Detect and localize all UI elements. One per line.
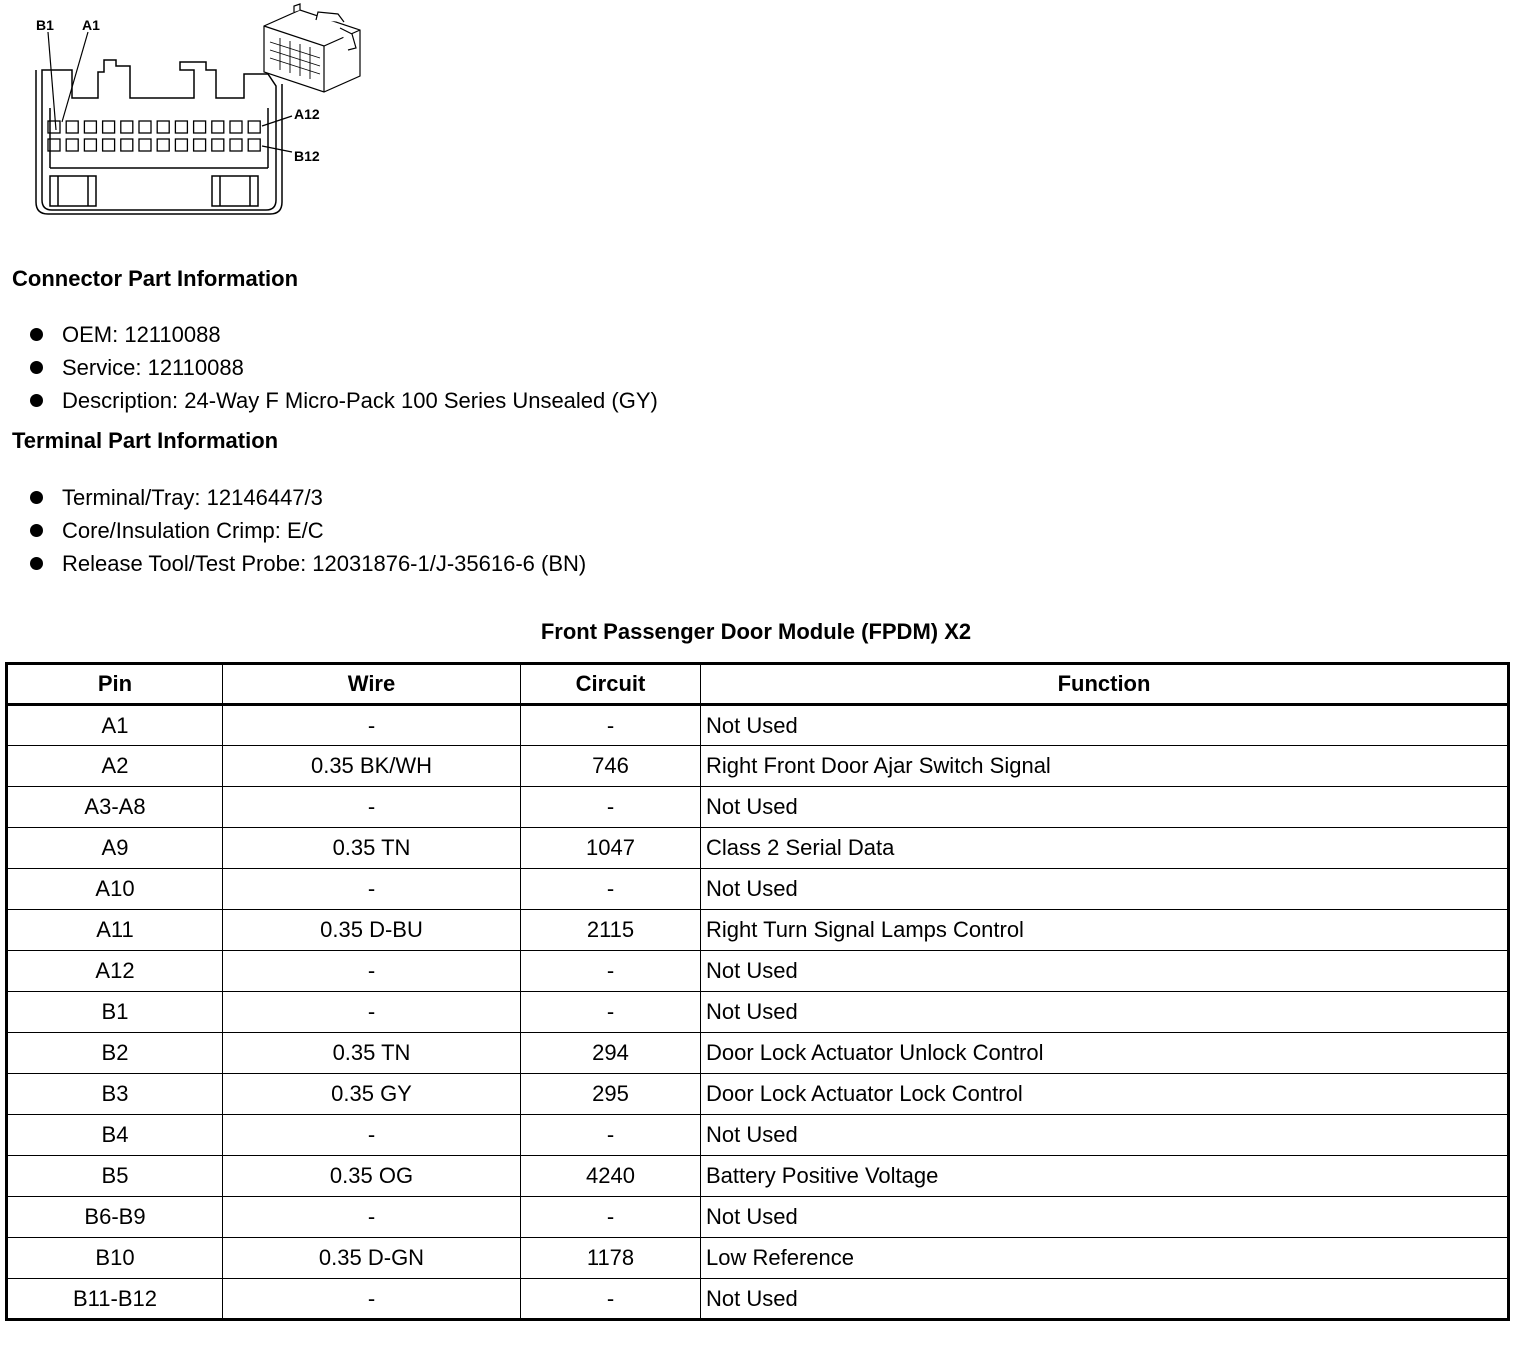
cell-pin: A2 (7, 746, 223, 787)
cell-circuit: - (521, 705, 701, 746)
cell-function: Not Used (701, 1197, 1509, 1238)
cell-wire: 0.35 BK/WH (223, 746, 521, 787)
table-row (7, 787, 1509, 828)
cell-wire: - (223, 951, 521, 992)
cell-circuit: - (521, 951, 701, 992)
cell-function: Door Lock Actuator Unlock Control (701, 1033, 1509, 1074)
cell-function: Not Used (701, 951, 1509, 992)
cell-circuit: - (521, 992, 701, 1033)
cell-pin: B10 (7, 1238, 223, 1279)
cell-wire: - (223, 992, 521, 1033)
table-title: Front Passenger Door Module (FPDM) X2 (540, 619, 972, 644)
cell-pin: B4 (7, 1115, 223, 1156)
cell-function: Right Turn Signal Lamps Control (701, 910, 1509, 951)
table-row (7, 1156, 1509, 1197)
cell-circuit: 294 (521, 1033, 701, 1074)
header-function: Function (701, 664, 1509, 705)
list-item: Service: 12110088 (30, 351, 658, 384)
cell-wire: - (223, 1279, 521, 1320)
pin-cavity (230, 121, 242, 133)
cell-pin: B3 (7, 1074, 223, 1115)
pin-cavity (248, 139, 260, 151)
pin-cavity (194, 139, 206, 151)
pin-cavity (212, 121, 224, 133)
cell-wire: 0.35 TN (223, 828, 521, 869)
table-row (7, 1279, 1509, 1320)
cell-function: Right Front Door Ajar Switch Signal (701, 746, 1509, 787)
list-item: Terminal/Tray: 12146447/3 (30, 481, 586, 514)
bullet-icon (30, 394, 43, 407)
cell-function: Not Used (701, 1279, 1509, 1320)
table-row (7, 1115, 1509, 1156)
label-b1: B1 (36, 17, 54, 33)
connector-diagram (0, 0, 400, 230)
cell-pin: A11 (7, 910, 223, 951)
cell-circuit: - (521, 869, 701, 910)
label-a12: A12 (294, 106, 320, 122)
cell-circuit: 746 (521, 746, 701, 787)
cell-wire: 0.35 D-BU (223, 910, 521, 951)
cell-circuit: 4240 (521, 1156, 701, 1197)
cell-pin: A3-A8 (7, 787, 223, 828)
bullet-icon (30, 524, 43, 537)
cell-pin: A10 (7, 869, 223, 910)
cell-function: Door Lock Actuator Lock Control (701, 1074, 1509, 1115)
table-row (7, 705, 1509, 746)
pin-table-body (7, 705, 1509, 1320)
cell-function: Not Used (701, 705, 1509, 746)
pin-cavity (248, 121, 260, 133)
connector-part-title: Connector Part Information (12, 266, 299, 291)
pin-cavity (175, 121, 187, 133)
cell-pin: A9 (7, 828, 223, 869)
list-item: Core/Insulation Crimp: E/C (30, 514, 586, 547)
cell-pin: B11-B12 (7, 1279, 223, 1320)
pin-cavity (103, 139, 115, 151)
list-item: Description: 24-Way F Micro-Pack 100 Series Unsealed (GY) (30, 384, 658, 417)
pin-cavity (66, 121, 78, 133)
terminal-part-list (30, 481, 586, 580)
header-circuit: Circuit (521, 664, 701, 705)
cell-circuit: 2115 (521, 910, 701, 951)
pin-cavity (84, 139, 96, 151)
table-row (7, 869, 1509, 910)
cell-function: Not Used (701, 992, 1509, 1033)
cell-function: Class 2 Serial Data (701, 828, 1509, 869)
cell-wire: 0.35 OG (223, 1156, 521, 1197)
table-row (7, 992, 1509, 1033)
cell-pin: B6-B9 (7, 1197, 223, 1238)
header-pin: Pin (7, 664, 223, 705)
table-row (7, 1074, 1509, 1115)
cell-wire: 0.35 GY (223, 1074, 521, 1115)
pin-cavity (230, 139, 242, 151)
pin-cavity (139, 121, 151, 133)
table-row (7, 828, 1509, 869)
table-row (7, 1238, 1509, 1279)
bullet-icon (30, 328, 43, 341)
connector-3d-icon (264, 4, 360, 92)
pin-cavity (66, 139, 78, 151)
cell-function: Not Used (701, 787, 1509, 828)
bullet-icon (30, 557, 43, 570)
cell-wire: - (223, 1115, 521, 1156)
pin-cavity (194, 121, 206, 133)
table-row (7, 1033, 1509, 1074)
cell-pin: A12 (7, 951, 223, 992)
cell-wire: - (223, 1197, 521, 1238)
table-header-row (7, 664, 1509, 705)
cell-function: Low Reference (701, 1238, 1509, 1279)
pin-cavity (84, 121, 96, 133)
table-row (7, 1197, 1509, 1238)
cell-wire: 0.35 TN (223, 1033, 521, 1074)
cell-pin: B1 (7, 992, 223, 1033)
label-a1: A1 (82, 17, 100, 33)
cell-circuit: - (521, 1197, 701, 1238)
cell-function: Not Used (701, 869, 1509, 910)
label-b12: B12 (294, 148, 320, 164)
pin-cavity (175, 139, 187, 151)
pin-cavity (121, 121, 133, 133)
header-wire: Wire (223, 664, 521, 705)
cell-pin: A1 (7, 705, 223, 746)
cell-wire: - (223, 705, 521, 746)
cell-circuit: - (521, 1279, 701, 1320)
pin-cavity (157, 139, 169, 151)
cell-pin: B5 (7, 1156, 223, 1197)
cell-function: Not Used (701, 1115, 1509, 1156)
pin-cavity (121, 139, 133, 151)
cell-circuit: 1047 (521, 828, 701, 869)
cell-wire: - (223, 787, 521, 828)
cell-wire: - (223, 869, 521, 910)
cell-circuit: 1178 (521, 1238, 701, 1279)
table-row (7, 910, 1509, 951)
pin-cavity (212, 139, 224, 151)
connector-housing (42, 60, 276, 210)
pin-table (5, 662, 1510, 1321)
terminal-part-title: Terminal Part Information (12, 428, 279, 453)
cell-wire: 0.35 D-GN (223, 1238, 521, 1279)
list-item: OEM: 12110088 (30, 318, 658, 351)
cell-circuit: 295 (521, 1074, 701, 1115)
pin-cavity (139, 139, 151, 151)
bullet-icon (30, 361, 43, 374)
cell-circuit: - (521, 1115, 701, 1156)
cell-pin: B2 (7, 1033, 223, 1074)
bullet-icon (30, 491, 43, 504)
cell-circuit: - (521, 787, 701, 828)
connector-part-list (30, 318, 658, 417)
table-row (7, 951, 1509, 992)
list-item: Release Tool/Test Probe: 12031876-1/J-35616-6 (BN) (30, 547, 586, 580)
cell-function: Battery Positive Voltage (701, 1156, 1509, 1197)
pin-cavity (157, 121, 169, 133)
table-row (7, 746, 1509, 787)
pin-cavity (103, 121, 115, 133)
